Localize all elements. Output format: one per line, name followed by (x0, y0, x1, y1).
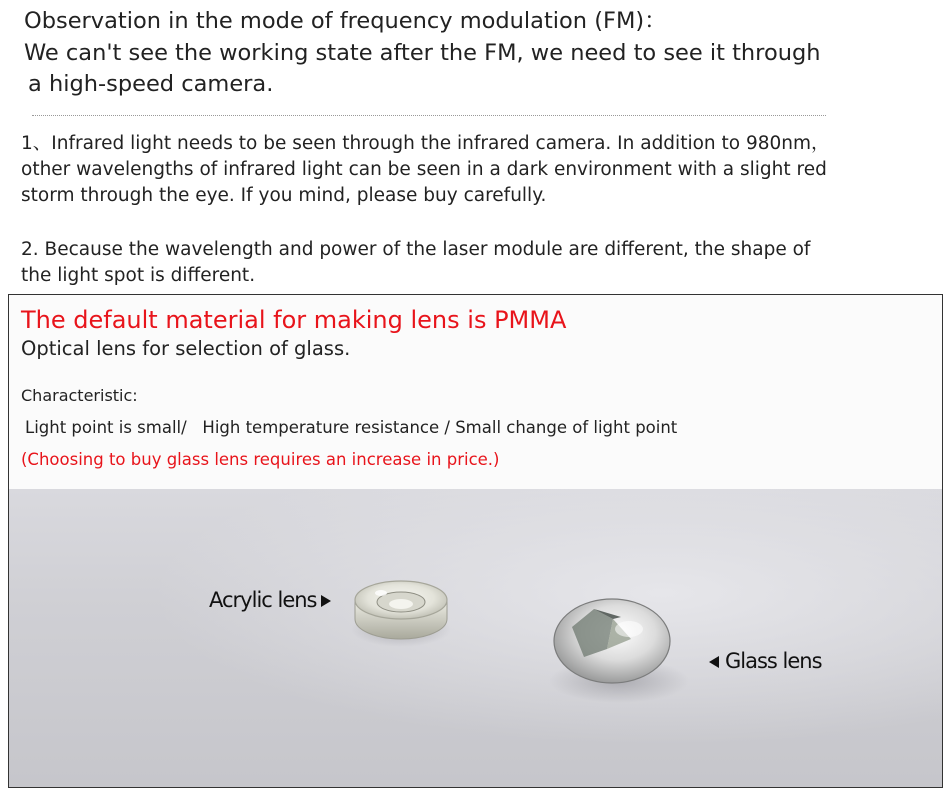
note-infrared-line-3: storm through the eye. If you mind, please buy carefully. (21, 185, 547, 206)
panel-title: The default material for making lens is PMMA (21, 306, 567, 334)
glass-lens-label (709, 649, 822, 673)
panel-subtitle: Optical lens for selection of glass. (21, 337, 351, 360)
header-block (24, 6, 924, 101)
dotted-divider (32, 115, 826, 116)
glass-lens-label-text: Glass lens (725, 649, 822, 673)
glass-lens-shape (549, 599, 689, 703)
price-note: (Choosing to buy glass lens requires an increase in price.) (21, 450, 500, 469)
characteristic-label: Characteristic: (21, 386, 138, 405)
note-infrared-line-2: other wavelengths of infrared light can be seen in a dark environment with a slight red (21, 159, 827, 180)
header-line-3: a high-speed camera. (28, 71, 274, 97)
header-line-2: We can't see the working state after the FM, we need to see it through (24, 39, 821, 66)
note-light-spot (21, 237, 921, 289)
lens-info-panel (8, 294, 943, 788)
characteristic-line: Light point is small/ High temperature resistance / Small change of light point (25, 418, 678, 437)
acrylic-lens-label-text: Acrylic lens (209, 588, 317, 612)
triangle-left-icon (709, 656, 719, 668)
note-infrared (21, 131, 921, 209)
note-light-spot-line-1: 2. Because the wavelength and power of the laser module are different, the shape of (21, 239, 811, 260)
note-light-spot-line-2: the light spot is different. (21, 265, 256, 286)
lens-photo (9, 489, 942, 787)
acrylic-lens-shape (351, 581, 451, 647)
acrylic-lens-label (209, 588, 331, 612)
note-infrared-line-1: 1、Infrared light needs to be seen through the infrared camera. In addition to 980nm， (21, 133, 830, 154)
lens-illustration (9, 489, 942, 787)
header-line-1: Observation in the mode of frequency modulation (FM)： (24, 8, 667, 34)
triangle-right-icon (321, 595, 331, 607)
